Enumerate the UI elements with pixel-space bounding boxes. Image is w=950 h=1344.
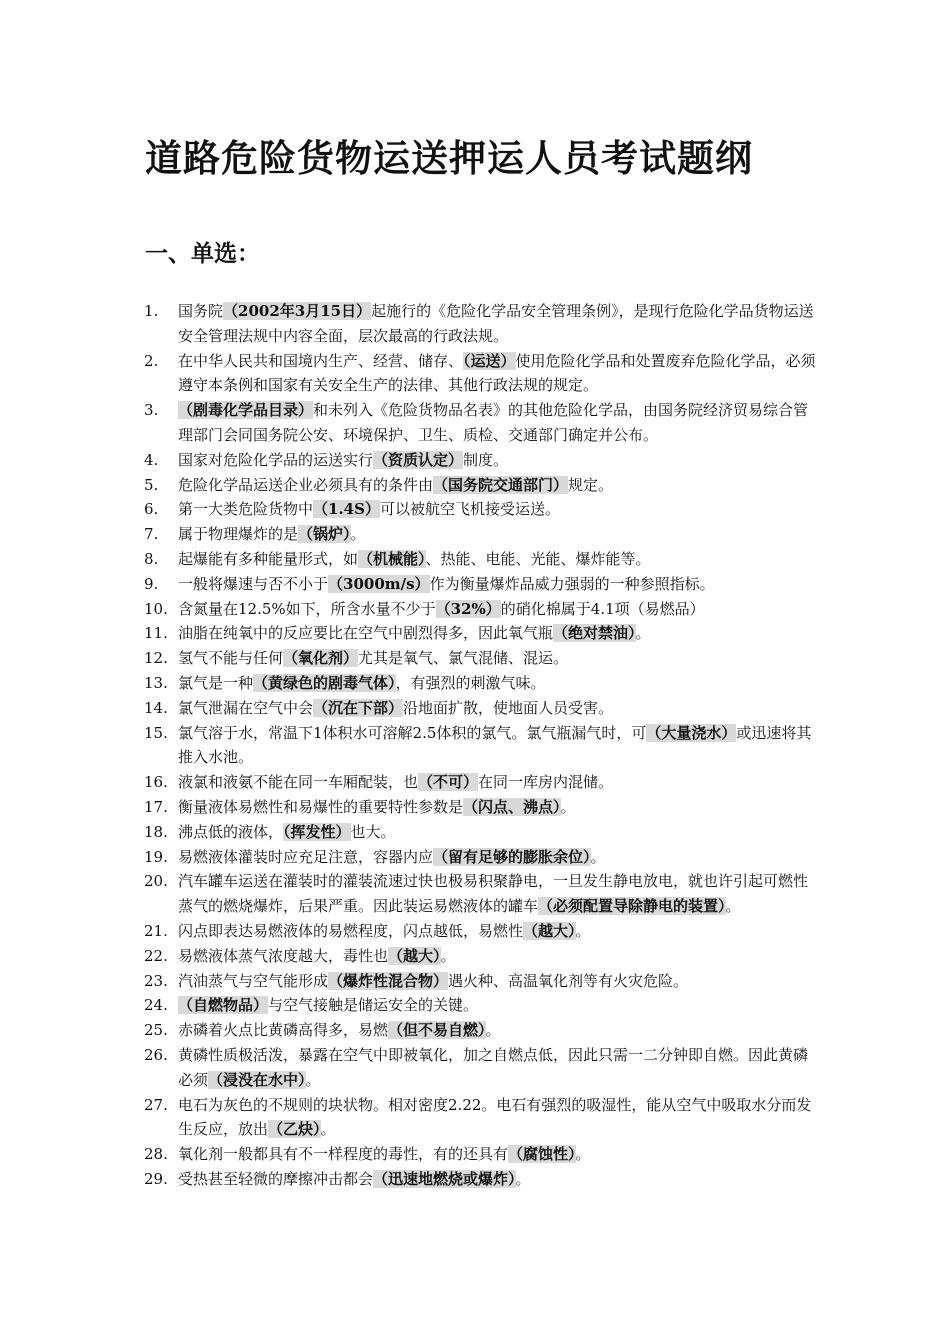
question-number: 7. [144, 525, 159, 544]
answer-highlight: （沉在下部） [313, 698, 404, 717]
question-text-after: 。 [575, 921, 591, 940]
question-text-before: 易燃液体灌装时应充足注意，容器内应 [178, 847, 434, 866]
question-text-before: 闪点即表达易燃液体的易燃程度，闪点越低，易燃性 [178, 921, 524, 940]
question-text-before: 含氮量在12.5%如下，所含水量不少于 [178, 599, 436, 618]
question-item [140, 597, 820, 622]
question-number: 24. [144, 996, 168, 1015]
question-text-after: 起施行的《危险化学品安全管理条例》，是现行危险化学品货物运送安全管理法规中内容全面，层次最高的行政法规。 [178, 302, 814, 345]
question-item [140, 398, 820, 448]
question-number: 6. [144, 500, 159, 519]
question-text-after: 、热能、电能、光能、爆炸能等。 [425, 549, 651, 568]
answer-highlight: （国务院交通部门） [433, 475, 569, 494]
answer-highlight: （机械能） [358, 549, 426, 568]
question-item [140, 1093, 820, 1143]
question-number: 5. [144, 475, 159, 494]
question-item [140, 349, 820, 399]
question-item [140, 572, 820, 597]
question-number: 2. [144, 351, 159, 370]
question-number: 15. [144, 723, 168, 742]
question-number: 18. [144, 822, 168, 841]
answer-highlight: （挥发性） [283, 822, 351, 841]
question-text-after: 。 [350, 525, 366, 544]
question-item [140, 944, 820, 969]
question-text-before: 氢气不能与任何 [178, 649, 284, 668]
question-number: 19. [144, 847, 168, 866]
question-text-before: 衡量液体易燃性和易爆性的重要特性参数是 [178, 797, 464, 816]
question-text-after: 或迅速将其推入水池。 [178, 723, 812, 767]
answer-highlight: （腐蚀性） [508, 1145, 576, 1164]
question-text-before: 一般将爆速与否不小于 [178, 574, 329, 593]
question-text-after: 。 [515, 1169, 531, 1188]
answer-highlight: （剧毒化学品目录） [178, 401, 314, 420]
answer-highlight: （留有足够的膨胀余位） [433, 847, 591, 866]
question-text-after: ，有强烈的刺激气味。 [395, 673, 546, 692]
question-number: 13. [144, 673, 168, 692]
question-text-before: 危险化学品运送企业必须具有的条件由 [178, 475, 434, 494]
answer-highlight: （乙炔） [268, 1120, 321, 1139]
section-heading: 一、单选： [145, 241, 260, 267]
answer-highlight: （闪点、沸点） [463, 797, 561, 816]
question-text-after: 。 [575, 1145, 591, 1164]
question-number: 25. [144, 1021, 168, 1040]
question-text-before: 国务院 [178, 302, 224, 320]
question-text-before: 氯气泄漏在空气中会 [178, 698, 314, 717]
question-text-after: 沿地面扩散，使地面人员受害。 [403, 698, 614, 717]
question-item [140, 845, 820, 870]
question-text-after: 也大。 [350, 822, 396, 841]
question-text-after: 规定。 [568, 475, 614, 494]
answer-highlight: （2002年3月15日） [223, 302, 372, 320]
question-item [140, 820, 820, 845]
question-item [140, 1043, 820, 1093]
question-text-after: 的硝化棉属于4.1项（易燃品） [500, 599, 705, 618]
question-text-before: 受热甚至轻微的摩擦冲击都会 [178, 1169, 374, 1188]
question-text-after: 。 [725, 897, 741, 916]
question-item [140, 696, 820, 721]
question-number: 29. [144, 1169, 168, 1188]
question-item [140, 671, 820, 696]
question-text-before: 黄磷性质极活泼，暴露在空气中即被氧化，加之自燃点低，因此只需一二分钟即自燃。因此黄磷必须 [178, 1045, 809, 1089]
question-item [140, 299, 820, 349]
question-text-before: 氯气溶于水，常温下1体积水可溶解2.5体积的氯气。氯气瓶漏气时，可 [178, 723, 647, 742]
question-number: 3. [144, 401, 159, 420]
question-number: 27. [144, 1095, 168, 1114]
question-number: 17. [144, 797, 168, 816]
answer-highlight: （越大） [388, 946, 441, 965]
question-text-after: 和未列入《危险货物品名表》的其他危险化学品，由国务院经济贸易综合管理部门会同国务院公安、环境保护、卫生、质检、交通部门确定并公布。 [178, 401, 809, 444]
answer-highlight: （越大） [523, 921, 576, 940]
question-text-before: 起爆能有多种能量形式，如 [178, 549, 359, 568]
question-number: 20. [144, 872, 168, 891]
question-item [140, 522, 820, 547]
question-number: 10. [144, 599, 168, 618]
answer-highlight: （但不易自燃） [388, 1021, 486, 1040]
question-item [140, 448, 820, 473]
document-title: 道路危险货物运送押运人员考试题纲 [145, 137, 753, 180]
question-number: 28. [144, 1145, 168, 1164]
answer-highlight: （大量浇水） [646, 723, 737, 742]
answer-highlight: （运送） [463, 351, 516, 370]
question-item [140, 1018, 820, 1043]
answer-highlight: （绝对禁油） [553, 624, 636, 643]
question-text-before: 氧化剂一般都具有不一样程度的毒性，有的还具有 [178, 1145, 509, 1164]
question-text-after: 尤其是氧气、氯气混储、混运。 [358, 649, 569, 668]
question-text-before: 国家对危险化学品的运送实行 [178, 450, 374, 469]
question-text-after: 。 [560, 797, 576, 816]
question-item [140, 721, 820, 771]
question-text-after: 。 [320, 1120, 336, 1139]
question-text-after: 遇火种、高温氧化剂等有火灾危险。 [448, 971, 689, 990]
answer-highlight: （氧化剂） [283, 649, 359, 668]
question-text-after: 可以被航空飞机接受运送。 [379, 500, 560, 519]
question-text-before: 属于物理爆炸的是 [178, 525, 299, 544]
question-item [140, 795, 820, 820]
question-text-before: 易燃液体蒸气浓度越大，毒性也 [178, 946, 389, 965]
question-text-before: 沸点低的液体， [178, 822, 284, 841]
answer-highlight: （黄绿色的剧毒气体） [253, 673, 396, 692]
question-number: 4. [144, 450, 159, 469]
answer-highlight: （迅速地燃烧或爆炸） [373, 1169, 516, 1188]
question-text-after: 使用危险化学品和处置废弃危险化学品，必须遵守本条例和国家有关安全生产的法律、其他行政法规的规定。 [178, 351, 816, 395]
question-text-after: 。 [440, 946, 456, 965]
question-text-after: 与空气接触是储运安全的关键。 [268, 996, 479, 1015]
question-item [140, 547, 820, 572]
question-item [140, 919, 820, 944]
question-text-before: 液氯和液氨不能在同一车厢配装，也 [178, 773, 419, 792]
question-item [140, 646, 820, 671]
answer-highlight: （3000m/s） [328, 574, 430, 593]
question-number: 16. [144, 773, 168, 792]
question-text-after: 。 [305, 1070, 321, 1089]
answer-highlight: （锅炉） [298, 525, 351, 544]
question-item [140, 473, 820, 498]
question-text-after: 。 [635, 624, 651, 643]
question-number: 21. [144, 921, 168, 940]
question-text-before: 第一大类危险货物中 [178, 500, 314, 519]
question-item [140, 869, 820, 919]
question-number: 14. [144, 698, 168, 717]
question-item [140, 1167, 820, 1192]
question-item [140, 993, 820, 1018]
question-number: 22. [144, 946, 168, 965]
question-number: 11. [144, 624, 168, 643]
answer-highlight: （1.4S） [313, 500, 380, 519]
question-item [140, 969, 820, 994]
question-number: 26. [144, 1045, 168, 1064]
question-text-after: 制度。 [463, 450, 509, 469]
question-text-before: 在中华人民共和国境内生产、经营、储存、 [178, 351, 464, 370]
answer-highlight: （自燃物品） [178, 996, 269, 1015]
question-text-before: 汽油蒸气与空气能形成 [178, 971, 329, 990]
answer-highlight: （不可） [418, 773, 479, 792]
question-item [140, 621, 820, 646]
question-text-before: 汽车罐车运送在灌装时的灌装流速过快也极易积聚静电，一旦发生静电放电，就也许引起可燃性蒸气的燃烧爆炸，后果严重。因此装运易燃液体的罐车 [178, 872, 809, 916]
question-text-after: 。 [485, 1021, 501, 1040]
question-number: 8. [144, 549, 159, 568]
question-number: 9. [144, 574, 159, 593]
answer-highlight: （浸没在水中） [208, 1070, 306, 1089]
question-text-before: 电石为灰色的不规则的块状物。相对密度2.22。电石有强烈的吸湿性，能从空气中吸取水分而发生反应，放出 [178, 1095, 812, 1139]
question-item [140, 770, 820, 795]
question-text-after: 。 [590, 847, 606, 866]
question-text-after: 作为衡量爆炸品威力强弱的一种参照指标。 [429, 574, 715, 593]
question-text-before: 氯气是一种 [178, 673, 254, 692]
question-number: 12. [144, 649, 168, 668]
question-number: 23. [144, 971, 168, 990]
question-text-after: 在同一库房内混储。 [478, 773, 614, 792]
question-item [140, 1142, 820, 1167]
question-text-before: 赤磷着火点比黄磷高得多，易燃 [178, 1021, 389, 1040]
answer-highlight: （必须配置导除静电的装置） [538, 897, 726, 916]
answer-highlight: （爆炸性混合物） [328, 971, 449, 990]
question-text-before: 油脂在纯氧中的反应要比在空气中剧烈得多，因此氧气瓶 [178, 624, 554, 643]
question-item [140, 497, 820, 522]
question-number: 1. [144, 302, 159, 320]
question-list [140, 299, 820, 1192]
answer-highlight: （资质认定） [373, 450, 464, 469]
answer-highlight: （32%） [435, 599, 501, 618]
